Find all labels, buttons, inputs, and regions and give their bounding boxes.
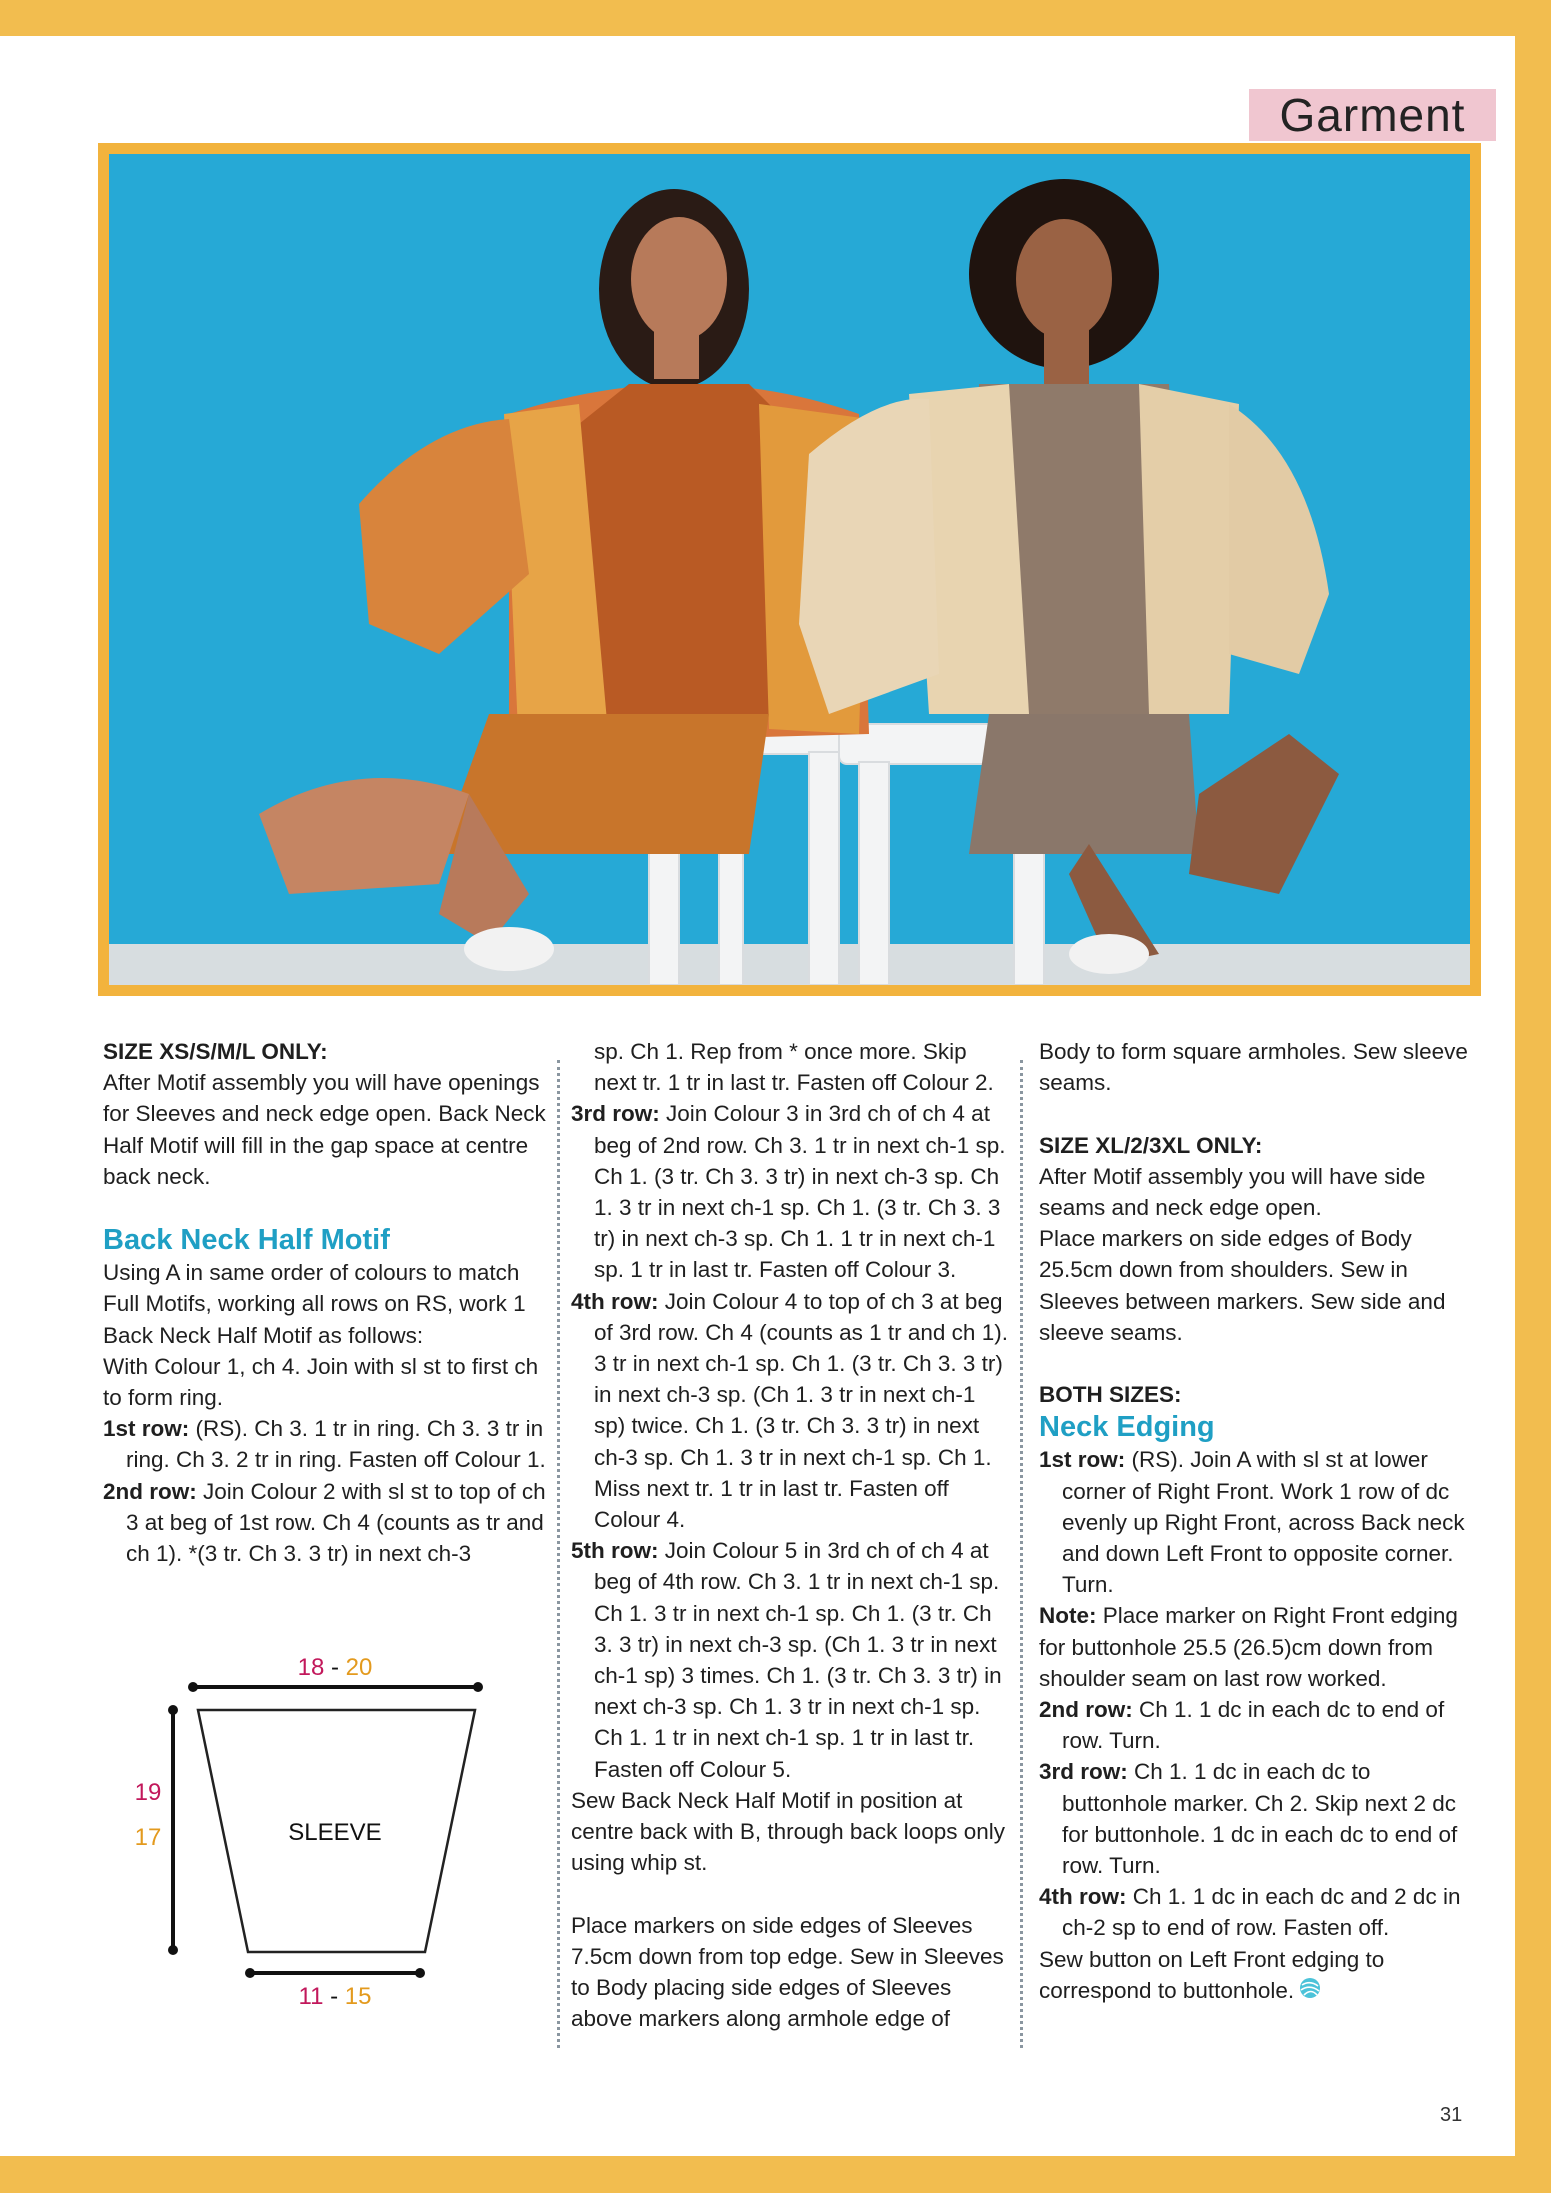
note [1039, 1600, 1479, 1694]
edging-row-1-text: (RS). Join A with sl st at lower corner of Right Front. Work 1 row of dc evenly up Right Front, across Back neck and down Left Front to opposite corner. Turn. [1062, 1447, 1465, 1598]
row-1 [103, 1413, 553, 1475]
top-measure-large: 20 [345, 1654, 373, 1681]
sew-back-neck-text: Sew Back Neck Half Motif in position at centre back with B, through back loops only using whip st. [571, 1787, 1005, 1876]
row-5-label: 5th row: [571, 1538, 659, 1564]
section-tag: Garment [1249, 89, 1496, 141]
edging-row-2-label: 2nd row: [1039, 1697, 1133, 1723]
bottom-measure-large: 15 [344, 1983, 372, 2010]
yarn-ball-icon [1298, 1976, 1322, 2008]
row-2-text: Join Colour 2 with sl st to top of ch 3 at beg of 1st row. Ch 4 (counts as tr and ch 1). *(3 tr. Ch 3. 3 tr) in next ch-3 [126, 1478, 546, 1567]
edging-row-1 [1039, 1444, 1479, 1600]
back-neck-intro: Using A in same order of colours to match Full Motifs, working all rows on RS, work 1 Back Neck Half Motif as follows: [103, 1260, 526, 1348]
column-divider-1 [557, 1060, 560, 2048]
hero-photo [98, 143, 1481, 996]
bottom-measure [299, 1983, 372, 2010]
edging-row-1-label: 1st row: [1039, 1447, 1126, 1473]
armhole-continued: Body to form square armholes. Sew sleeve seams. [1039, 1039, 1468, 1096]
row-1-text: (RS). Ch 3. 1 tr in ring. Ch 3. 3 tr in ring. Ch 3. 2 tr in ring. Fasten off Colour 1. [126, 1416, 546, 1473]
bottom-measure-small: 11 [298, 1983, 324, 2010]
edging-row-3 [1039, 1756, 1479, 1881]
sleeve-label: SLEEVE [288, 1819, 382, 1846]
row-2-label: 2nd row: [103, 1478, 197, 1504]
column-1 [103, 1036, 553, 1569]
photo-illustration [109, 154, 1470, 985]
sleeve-markers-text: Place markers on side edges of Sleeves 7.5cm down from top edge. Sew in Sleeves to Body placing side edges of Sleeves above markers along armhole edge of [571, 1912, 1004, 2032]
size-xs-text: After Motif assembly you will have openings for Sleeves and neck edge open. Back Neck Half Motif will fill in the gap space at centre back neck. [103, 1070, 546, 1189]
row-3-label: 3rd row: [571, 1101, 660, 1127]
row-4 [571, 1286, 1011, 1536]
note-label: Note: [1039, 1603, 1097, 1629]
row-5 [571, 1535, 1011, 1785]
edging-row-4-label: 4th row: [1039, 1884, 1127, 1910]
column-3 [1039, 1036, 1479, 2008]
edging-row-4-text: Ch 1. 1 dc in each dc and 2 dc in ch-2 sp to end of row. Fasten off. [1062, 1884, 1461, 1941]
row-3-text: Join Colour 3 in 3rd ch of ch 4 at beg of 2nd row. Ch 3. 1 tr in next ch-1 sp. Ch 1. (3 tr. Ch 3. 3 tr) in next ch-3 sp. Ch 1. 3 tr in next ch-1 sp. Ch 1. (3 tr. Ch 3. 3 tr) in next ch-3 sp. Ch 1. 1 tr in next ch-1 sp. 1 tr in last tr. Fasten off Colour 3. [594, 1101, 1006, 1283]
edging-row-3-text: Ch 1. 1 dc in each dc to buttonhole marker. Ch 2. Skip next 2 dc for buttonhole. 1 dc in each dc to end of row. Turn. [1062, 1759, 1458, 1879]
side-measure-small: 19 [134, 1779, 162, 1806]
row-2-continued: sp. Ch 1. Rep from * once more. Skip next tr. 1 tr in last tr. Fasten off Colour 2. [594, 1039, 994, 1096]
size-xl-heading: SIZE XL/2/3XL ONLY: [1039, 1132, 1263, 1158]
row-1-label: 1st row: [103, 1416, 190, 1442]
row-3 [571, 1098, 1011, 1285]
row-4-label: 4th row: [571, 1288, 659, 1314]
both-sizes-heading: BOTH SIZES: [1039, 1382, 1182, 1408]
edging-row-3-label: 3rd row: [1039, 1759, 1128, 1785]
size-xl-text-1: After Motif assembly you will have side seams and neck edge open. [1039, 1163, 1426, 1220]
size-xl-text-2: Place markers on side edges of Body 25.5cm down from shoulders. Sew in Sleeves between markers. Sew side and sleeve seams. [1039, 1226, 1446, 1345]
final-text: Sew button on Left Front edging to correspond to buttonhole. [1039, 1946, 1385, 2003]
column-divider-2 [1020, 1060, 1023, 2048]
size-xs-heading: SIZE XS/S/M/L ONLY: [103, 1039, 328, 1064]
side-measure-large: 17 [134, 1824, 162, 1851]
final-instruction [1039, 1944, 1479, 2008]
edging-row-2 [1039, 1694, 1479, 1756]
neck-edging-heading: Neck Edging [1039, 1411, 1215, 1444]
top-measure [298, 1654, 373, 1681]
row-5-text: Join Colour 5 in 3rd ch of ch 4 at beg of 4th row. Ch 3. 1 tr in next ch-1 sp. Ch 1. 3 tr in next ch-1 sp. Ch 1. (3 tr. Ch 3. 3 tr) in next ch-3 sp. (Ch 1. 3 tr in next ch-1 sp) 3 times. Ch 1. (3 tr. Ch 3. 3 tr) in next ch-3 sp. Ch 1. 3 tr in next ch-1 sp. Ch 1. 1 tr in next ch-1 sp. 1 tr in last tr. Fasten off Colour 5. [594, 1538, 1002, 1782]
back-neck-ring: With Colour 1, ch 4. Join with sl st to first ch to form ring. [103, 1353, 539, 1411]
page-number: 31 [1440, 2104, 1463, 2126]
edging-row-2-text: Ch 1. 1 dc in each dc to end of row. Turn. [1062, 1697, 1445, 1754]
row-2 [103, 1476, 553, 1570]
sleeve-schematic [120, 1640, 520, 2010]
bottom-measure-separator: - [323, 1983, 345, 2010]
row-4-text: Join Colour 4 to top of ch 3 at beg of 3rd row. Ch 4 (counts as 1 tr and ch 1). 3 tr in next ch-1 sp. Ch 1. (3 tr. Ch 3. 3 tr) in next ch-3 sp. (Ch 1. 3 tr in next ch-1 sp) twice. Ch 1. (3 tr. Ch 3. 3 tr) in next ch-3 sp. Ch 1. 3 tr in next ch-1 sp. Ch 1. Miss next tr. 1 tr in last tr. Fasten off Colour 4. [594, 1288, 1008, 1533]
back-neck-heading: Back Neck Half Motif [103, 1224, 390, 1257]
top-measure-small: 18 [297, 1654, 325, 1681]
top-measure-separator: - [324, 1654, 346, 1681]
column-2 [571, 1036, 1011, 2034]
note-text: Place marker on Right Front edging for buttonhole 25.5 (26.5)cm down from shoulder seam on last row worked. [1039, 1603, 1458, 1691]
sleeve-diagram [120, 1640, 520, 2010]
edging-row-4 [1039, 1881, 1479, 1943]
